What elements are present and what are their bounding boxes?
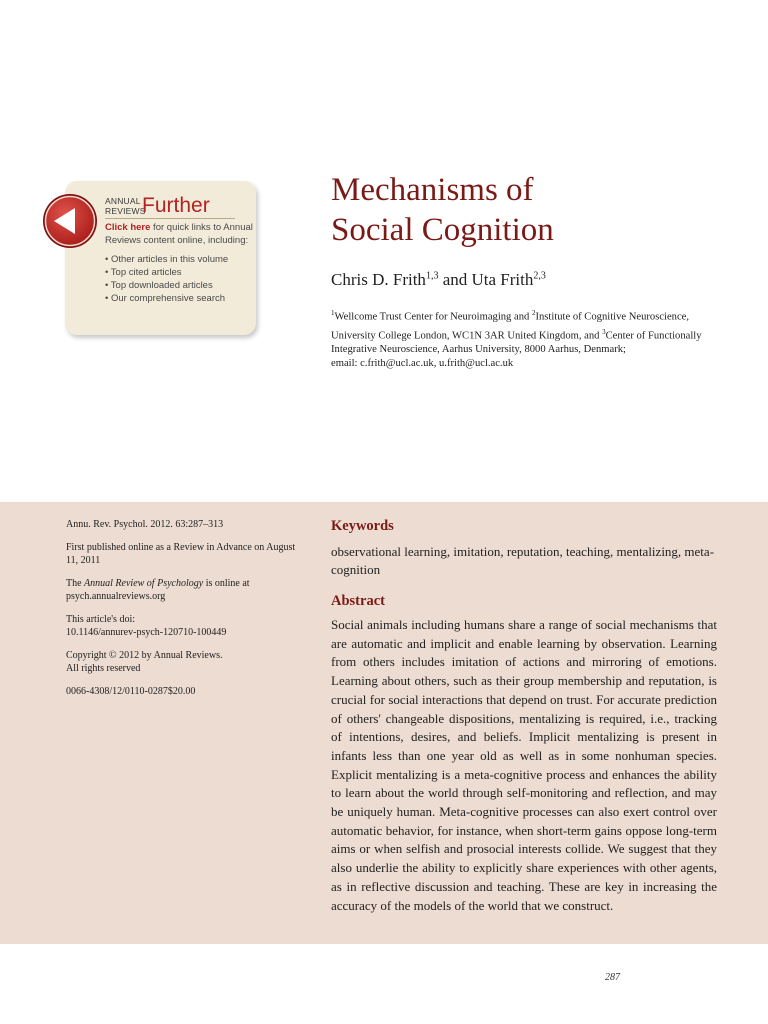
rights: All rights reserved xyxy=(66,663,141,674)
title-line-1: Mechanisms of xyxy=(331,172,534,208)
logo-annual-text: ANNUAL xyxy=(105,196,141,206)
citation: Annu. Rev. Psychol. 2012. 63:287–313 xyxy=(66,519,224,530)
author-1-affil: 1,3 xyxy=(425,270,439,282)
click-here-link[interactable]: Click here xyxy=(105,222,151,233)
doi-label: This article's doi: xyxy=(66,614,136,625)
doi[interactable]: 10.1146/annurev-psych-120710-100449 xyxy=(66,627,227,638)
author-2-affil: 2,3 xyxy=(533,270,546,282)
keywords-text: observational learning, imitation, reputation, teaching, mentalizing, meta-cognition xyxy=(331,544,715,577)
article-title xyxy=(331,170,731,250)
abstract-heading: Abstract xyxy=(331,593,385,609)
issn: 0066-4308/12/0110-0287$20.00 xyxy=(66,686,196,697)
authors xyxy=(331,270,546,290)
email[interactable]: email: c.frith@ucl.ac.uk, u.frith@ucl.ac.uk xyxy=(331,358,514,370)
further-item-search[interactable]: • Our comprehensive search xyxy=(105,293,226,304)
further-item-top-downloaded[interactable]: • Top downloaded articles xyxy=(105,280,213,291)
doi-block xyxy=(66,613,296,639)
affiliations xyxy=(331,306,731,371)
author-1: Chris D. Frith xyxy=(331,270,426,289)
further-body xyxy=(105,221,253,305)
keywords-heading: Keywords xyxy=(331,518,394,534)
logo-reviews-text: REVIEWS xyxy=(105,206,146,216)
affil-sup-3: 3 xyxy=(602,327,606,336)
affil-sup-1: 1 xyxy=(331,309,335,317)
online-post[interactable]: is online at psych.annualreviews.org xyxy=(66,578,250,602)
further-item-top-cited[interactable]: • Top cited articles xyxy=(105,267,182,278)
online-pre: The xyxy=(66,578,85,589)
article-meta xyxy=(66,518,296,708)
affil-sup-2: 2 xyxy=(531,309,536,317)
first-published: First published online as a Review in Advance on August 11, 2011 xyxy=(66,542,296,566)
affil-1: Wellcome Trust Center for Neuroimaging and xyxy=(334,311,532,323)
affil-3: Center of Functionally Integrative Neuroscience, Aarhus University, 8000 Aarhus, Denmark; xyxy=(331,330,702,356)
further-list xyxy=(105,253,253,305)
journal-name: Annual Review of Psychology xyxy=(84,578,204,589)
title-line-2: Social Cognition xyxy=(331,212,554,248)
further-item-other-articles[interactable]: • Other articles in this volume xyxy=(105,254,229,265)
further-heading: Further xyxy=(142,194,210,217)
online-note xyxy=(66,577,296,603)
back-arrow-icon[interactable] xyxy=(42,193,98,249)
further-divider xyxy=(105,218,235,219)
copyright: Copyright © 2012 by Annual Reviews. xyxy=(66,650,223,661)
further-intro: for quick links to Annual Reviews content online, including: xyxy=(105,222,253,246)
page-number: 287 xyxy=(605,972,620,983)
affil-2: Institute of Cognitive Neuroscience, University College London, WC1N 3AR United Kingdom, and xyxy=(331,311,690,342)
abstract-text: Social animals including humans share a range of social mechanisms that are automatic and implicit and enable learning by observation. Learning from others includes imitation of actions and mirroring of emotions. Learning about others, such as their group membership and reputation, is crucial for social interactions that depend on trust. For accurate prediction of others' changeable dispositions, mentalizing is required, i.e., tracking of intentions, desires, and beliefs. Implicit mentalizing is present in infants less than one year old as well as in some nonhuman species. Explicit mentalizing is a meta-cognitive process and enhances the ability to learn about the world through self-monitoring and reflection, and may be uniquely human. Meta-cognitive processes can also exert control over automatic behavior, for instance, when short-term gains oppose long-term aims or when selfish and prosocial interests collide. We suggest that they also underlie the ability to explicitly share experiences with other agents, as in reflective discussion and teaching. These are key in increasing the accuracy of the models of the world that we construct. xyxy=(331,617,717,913)
author-2: and Uta Frith xyxy=(438,270,534,289)
copyright-block xyxy=(66,649,296,675)
